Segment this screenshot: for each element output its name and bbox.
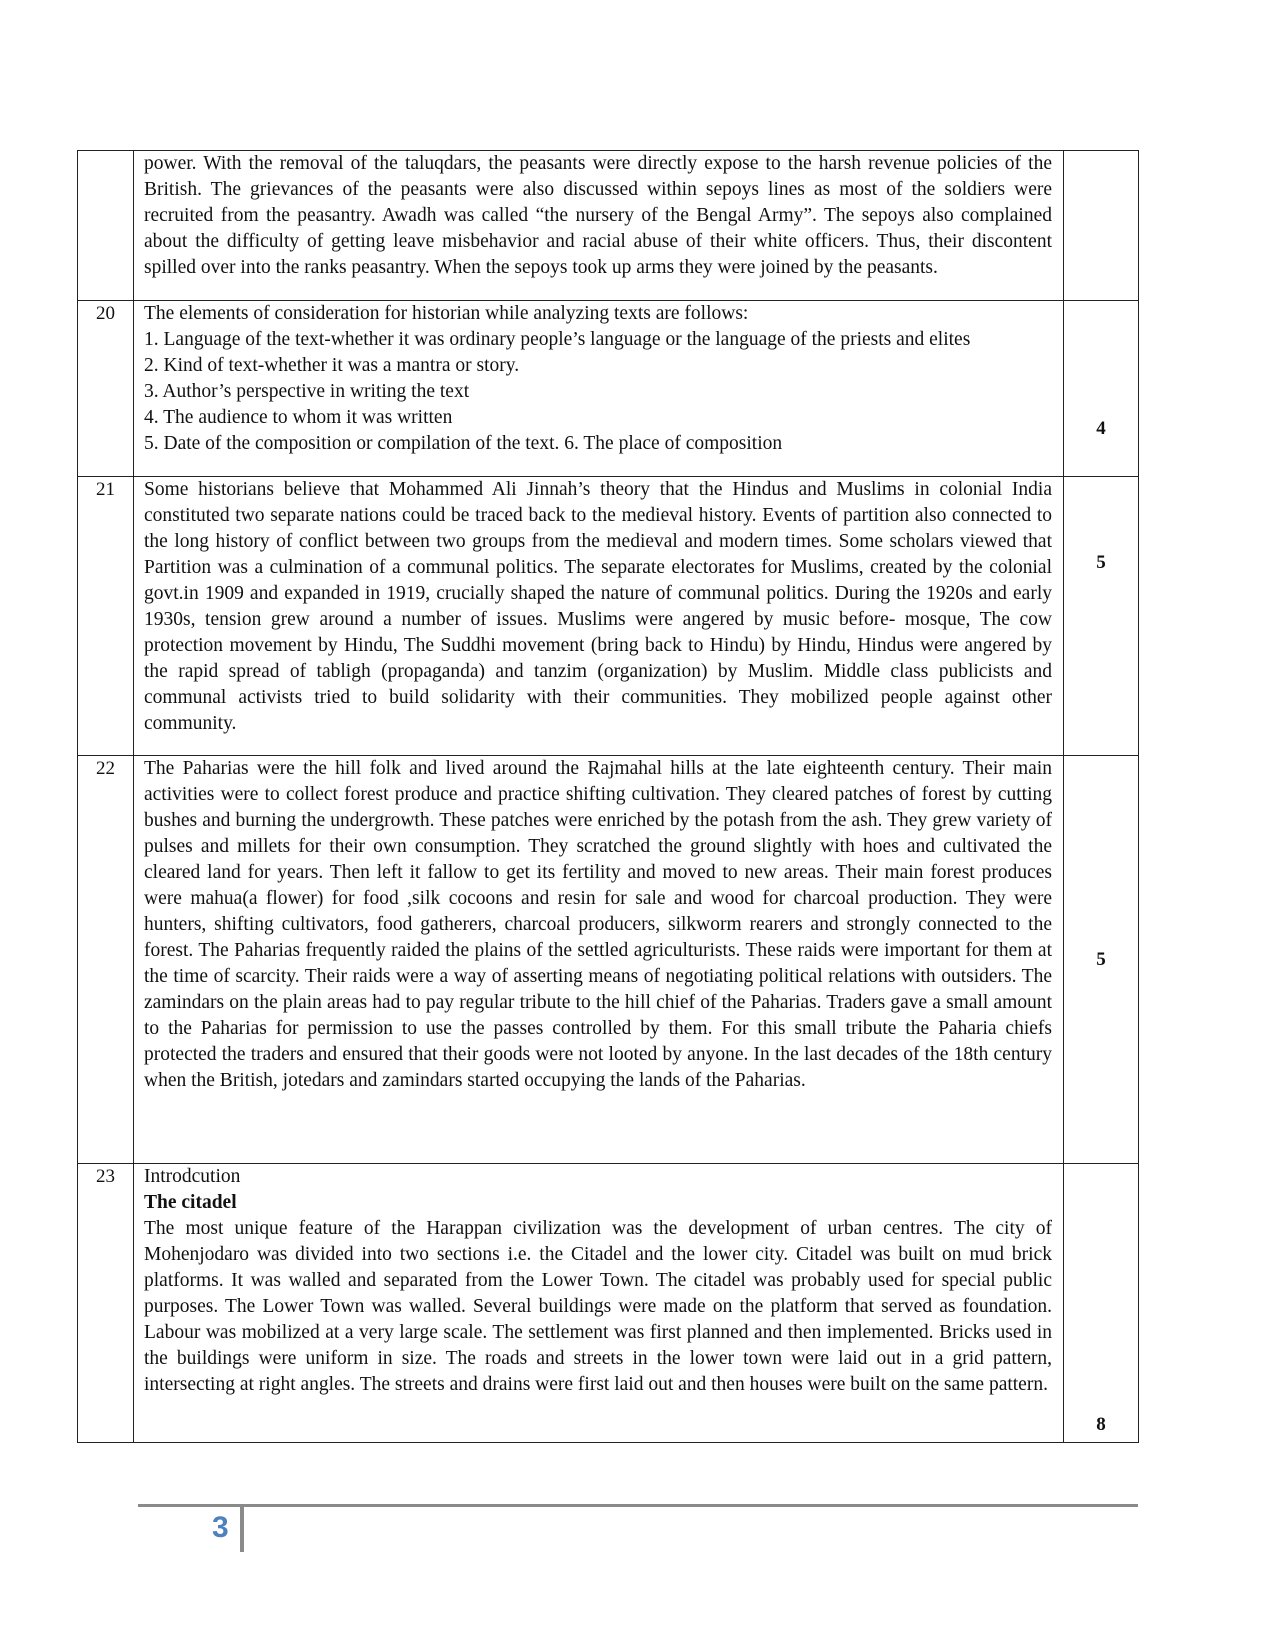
answer-paragraph: The most unique feature of the Harappan civilization was the development of urban centres. The city of Mohenjodaro was divided into two sections i.e. the Citadel and the lower city. Citadel was built on mud brick platforms. It was walled and separated from the Lower Town. The citadel was probably used for special public purposes. The Lower Town was walled. Several buildings were made on the platform that served as foundation. Labour was mobilized at a very large scale. The settlement was first planned and then implemented. Bricks used in the buildings were uniform in size. The roads and streets in the lower town were laid out in a grid pattern, intersecting at right angles. The streets and drains were first laid out and then houses were built on the same pattern. bbox=[144, 1218, 1052, 1395]
marks-cell: 4 bbox=[1064, 301, 1139, 477]
marks-cell: 5 bbox=[1064, 756, 1139, 1164]
footer-rule bbox=[138, 1504, 1138, 1507]
answer-text bbox=[134, 477, 1064, 756]
answer-heading: The citadel bbox=[144, 1192, 237, 1213]
question-number: 23 bbox=[78, 1164, 134, 1443]
question-number bbox=[78, 151, 134, 301]
answer-paragraph: 4. The audience to whom it was written bbox=[144, 407, 453, 428]
marks-cell: 5 bbox=[1064, 477, 1139, 756]
answer-paragraph: power. With the removal of the taluqdars, the peasants were directly expose to the harsh revenue policies of the British. The grievances of the peasants were also discussed within sepoys lines as most of the soldiers were recruited from the peasantry. Awadh was called “the nursery of the Bengal Army”. The sepoys also complained about the difficulty of getting leave misbehavior and racial abuse of their white officers. Thus, their discontent spilled over into the ranks peasantry. When the sepoys took up arms they were joined by the peasants. bbox=[144, 153, 1052, 278]
answer-paragraph: 3. Author’s perspective in writing the text bbox=[144, 381, 470, 402]
answer-paragraph: 1. Language of the text-whether it was ordinary people’s language or the language of the priests and elites bbox=[144, 329, 971, 350]
answer-paragraph: 2. Kind of text-whether it was a mantra or story. bbox=[144, 355, 520, 376]
answer-text bbox=[134, 301, 1064, 477]
page-number: 3 bbox=[212, 1511, 229, 1544]
answer-paragraph: The Paharias were the hill folk and lived around the Rajmahal hills at the late eighteenth century. Their main activities were to collect forest produce and practice shifting cultivation. They cleared patches of forest by cutting bushes and burning the undergrowth. These patches were enriched by the potash from the ash. They grew variety of pulses and millets for their own consumption. They scratched the ground slightly with hoes and cultivated the cleared land for years. Then left it fallow to get its fertility and moved to new areas. Their main forest produces were mahua(a flower) for food ,silk cocoons and resin for sale and wood for charcoal production. They were hunters, shifting cultivators, food gatherers, charcoal producers, silkworm rearers and strongly connected to the forest. The Paharias frequently raided the plains of the settled agriculturists. These raids were important for them at the time of scarcity. Their raids were a way of asserting means of negotiating political relations with outsiders. The zamindars on the plain areas had to pay regular tribute to the hill chief of the Paharias. Traders gave a small amount to the Paharias for permission to use the passes controlled by them. For this small tribute the Paharia chiefs protected the traders and ensured that their goods were not looted by anyone. In the last decades of the 18th century when the British, jotedars and zamindars started occupying the lands of the Paharias. bbox=[144, 758, 1052, 1091]
answer-paragraph: Some historians believe that Mohammed Ali Jinnah’s theory that the Hindus and Muslims in colonial India constituted two separate nations could be traced back to the medieval history. Events of partition also connected to the long history of conflict between two groups from the medieval and modern times. Some scholars viewed that Partition was a culmination of a communal politics. The separate electorates for Muslims, created by the colonial govt.in 1909 and expanded in 1919, crucially shaped the nature of communal politics. During the 1920s and early 1930s, tension grew around a number of issues. Muslims were angered by music before- mosque, The cow protection movement by Hindu, The Suddhi movement (bring back to Hindu) by Hindu, Hindus were angered by the rapid spread of tabligh (propaganda) and tanzim (organization) by Muslim. Middle class publicists and communal activists tried to build solidarity with their communities. They mobilized people against other community. bbox=[144, 479, 1052, 734]
marks-cell: 8 bbox=[1064, 1164, 1139, 1443]
answer-text bbox=[134, 756, 1064, 1164]
answer-text bbox=[134, 1164, 1064, 1443]
page-number-divider bbox=[240, 1507, 244, 1552]
table-row bbox=[78, 1164, 1139, 1443]
answer-text bbox=[134, 151, 1064, 301]
table-row bbox=[78, 151, 1139, 301]
answer-table bbox=[77, 150, 1139, 1443]
table-row bbox=[78, 756, 1139, 1164]
answer-intro: Introdcution bbox=[144, 1166, 241, 1187]
table-row bbox=[78, 301, 1139, 477]
answer-paragraph: The elements of consideration for historian while analyzing texts are follows: bbox=[144, 303, 749, 324]
question-number: 21 bbox=[78, 477, 134, 756]
marks-cell bbox=[1064, 151, 1139, 301]
table-row bbox=[78, 477, 1139, 756]
question-number: 22 bbox=[78, 756, 134, 1164]
answer-paragraph: 5. Date of the composition or compilation of the text. 6. The place of composition bbox=[144, 433, 783, 454]
question-number: 20 bbox=[78, 301, 134, 477]
